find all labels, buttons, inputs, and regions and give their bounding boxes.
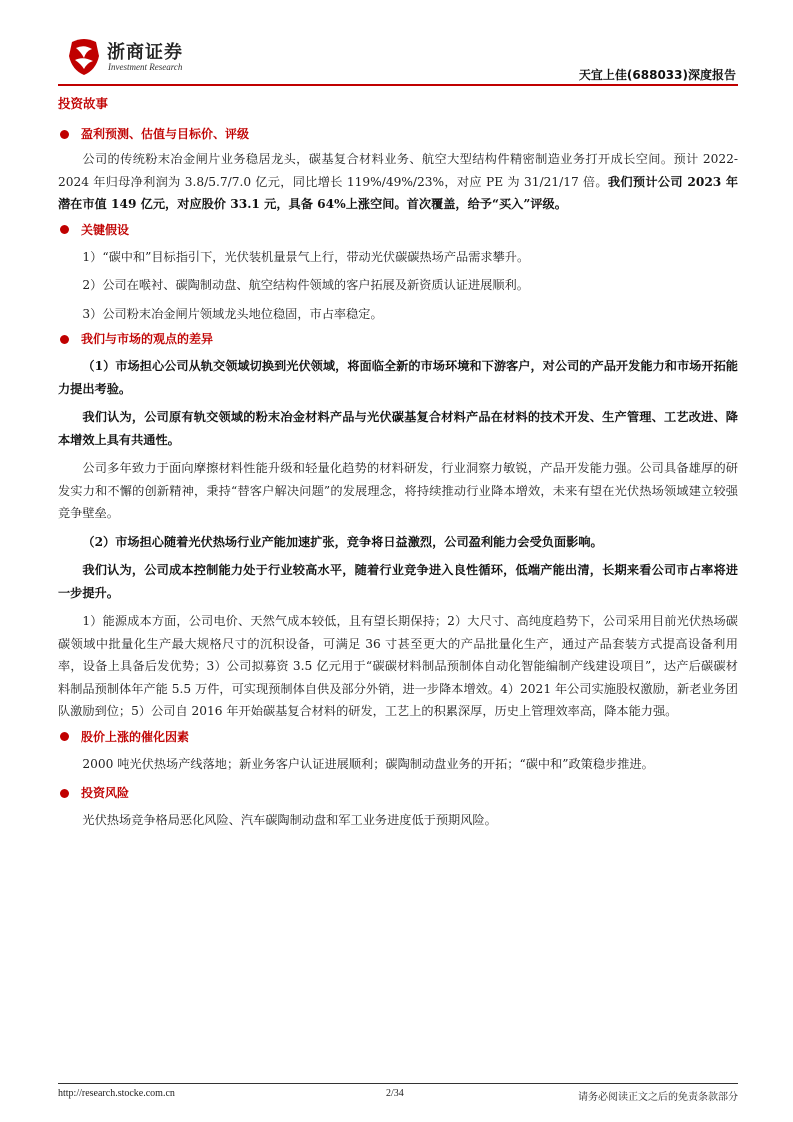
market-concern-1: （1）市场担心公司从轨交领域切换到光伏领域，将面临全新的市场环境和下游客户，对公司的产品开发能力和市场开拓能力提出考验。: [58, 359, 738, 396]
main-content: [58, 94, 738, 832]
paragraph-view-1-detail: 公司多年致力于面向摩擦材料性能升级和轻量化趋势的材料研发，行业洞察力敏锐，产品开发能力强。公司具备雄厚的研发实力和不懈的创新精神，秉持“替客户解决问题”的发展理念，将持续推动行业降本增效，未来有望在光伏热场领域建立较强竞争壁垒。: [58, 461, 738, 520]
footer-url-link[interactable]: http://research.stocke.com.cn: [58, 1088, 175, 1099]
bullet-icon: [60, 789, 69, 798]
bullet-icon: [60, 335, 69, 344]
header-divider: [58, 84, 738, 86]
assumption-item: 2）公司在喉衬、碳陶制动盘、航空结构件领域的客户拓展及新资质认证进展顺利。: [82, 278, 529, 292]
paragraph-view-2-detail: 1）能源成本方面，公司电价、天然气成本较低，且有望长期保持；2）大尺寸、高纯度趋势下，公司采用目前光伏热场碳碳领域中批量化生产最大规格尺寸的沉积设备，可满足 36 寸甚至更大的产品批量化生产，通过产品套装方式提高设备利用率，设备上具备后发优势；3）公司拟募资 3.5 亿元用于“碳碳材料制品预制体自动化智能编制产线建设项目”，达产后碳碳材料制品预制体年产能 5.5 万件，可实现预制体自供及部分外销，进一步降本增效。4）2021 年公司实施股权激励，新老业务团队激励到位；5）公司自 2016 年开始碳基复合材料的研发，工艺上的积累深厚，历史上管理效率高，降本能力强。: [58, 614, 738, 718]
bullet-icon: [60, 732, 69, 741]
heading-text: 我们与市场的观点的差异: [81, 332, 214, 346]
heading-text: 股价上涨的催化因素: [81, 729, 190, 744]
heading-text: 关键假设: [81, 222, 130, 237]
paragraph-text: 公司的传统粉末冶金闸片业务稳居龙头，碳基复合材料业务、航空大型结构件精密制造业务打开成长空间。预计 2022-2024 年归母净利润为 3.8/5.7/7.0 亿元，同比增长 119%/49%/23%，对应 PE 为 31/21/17 倍。: [58, 152, 738, 189]
heading-risks: [58, 783, 738, 803]
logo-english-name: Investment Research: [108, 62, 183, 72]
paragraph-bold-text: 我们预计公司 2023 年潜在市值 149 亿元，对应股价 33.1 元，具备 64%上涨空间。首次覆盖，给予“买入”评级。: [58, 174, 739, 211]
report-title: 天宜上佳(688033)深度报告: [578, 68, 736, 82]
page-number: 2/34: [386, 1088, 404, 1099]
heading-assumptions: [58, 220, 738, 240]
disclaimer-note: 请务必阅读正文之后的免责条款部分: [578, 1092, 738, 1103]
paragraph-catalysts: 2000 吨光伏热场产线落地；新业务客户认证进展顺利；碳陶制动盘业务的开拓；“碳中和”政策稳步推进。: [82, 756, 654, 771]
our-view-2: 我们认为，公司成本控制能力处于行业较高水平，随着行业竞争进入良性循环，低端产能出清，长期来看公司市占率将进一步提升。: [58, 563, 738, 600]
footer-divider: [58, 1083, 738, 1084]
paragraph-risks: 光伏热场竞争格局恶化风险、汽车碳陶制动盘和军工业务进度低于预期风险。: [82, 813, 497, 827]
section-title: 投资故事: [58, 96, 109, 111]
logo-chinese-name: 浙商证券: [107, 42, 183, 63]
bullet-icon: [60, 130, 69, 139]
assumption-item: 1）“碳中和”目标指引下，光伏装机量景气上行，带动光伏碳碳热场产品需求攀升。: [82, 249, 530, 264]
market-concern-2: （2）市场担心随着光伏热场行业产能加速扩张，竞争将日益激烈，公司盈利能力会受负面影响。: [82, 534, 603, 549]
paragraph-forecast: [58, 148, 738, 216]
heading-differences: [58, 329, 738, 349]
heading-catalysts: [58, 727, 738, 747]
heading-text: 盈利预测、估值与目标价、评级: [81, 127, 250, 141]
page-header: [58, 32, 738, 84]
assumption-item: 3）公司粉末冶金闸片领域龙头地位稳固，市占率稳定。: [82, 306, 383, 321]
logo-icon: [66, 36, 102, 76]
bullet-icon: [60, 225, 69, 234]
heading-forecast: [58, 124, 738, 144]
heading-text: 投资风险: [81, 786, 130, 800]
our-view-1: 我们认为，公司原有轨交领域的粉末冶金材料产品与光伏碳基复合材料产品在材料的技术开发、生产管理、工艺改进、降本增效上具有共通性。: [58, 410, 738, 447]
